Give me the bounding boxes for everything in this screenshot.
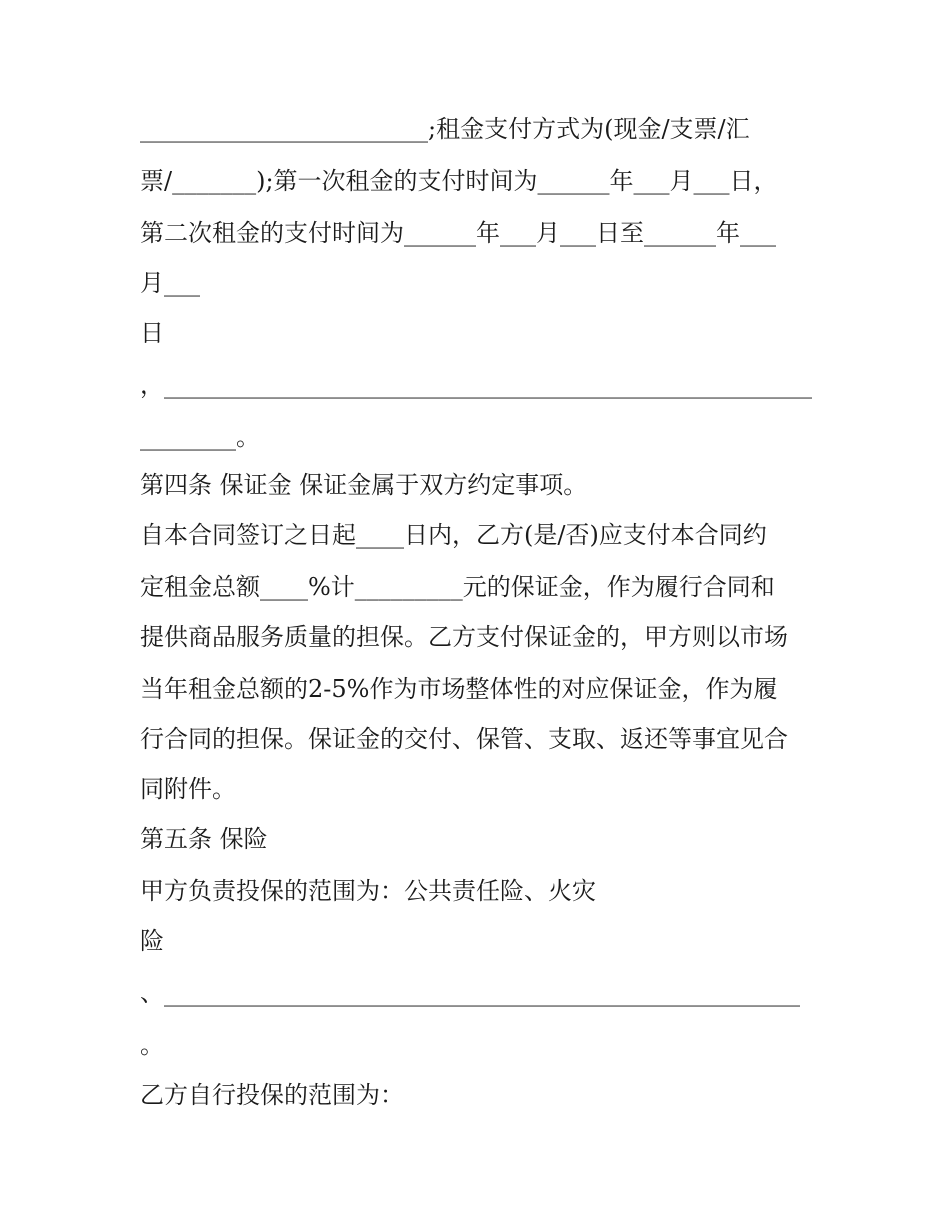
text-line: 甲方负责投保的范围为：公共责任险、火灾	[140, 877, 596, 905]
text-line: 险	[140, 927, 164, 955]
text-line: 自本合同签订之日起____日内，乙方(是/否)应支付本合同约	[140, 521, 767, 549]
section-heading: 第四条 保证金 保证金属于双方约定事项。	[140, 471, 588, 499]
text-line: ，______________________________________________________	[140, 371, 812, 399]
text-line: 行合同的担保。保证金的交付、保管、支取、返还等事宜见合	[140, 725, 788, 753]
text-line: 乙方自行投保的范围为：	[140, 1081, 404, 1109]
text-line: 定租金总额____%计_________元的保证金，作为履行合同和	[140, 573, 775, 601]
text-line: 票/_______);第一次租金的支付时间为______年___月___日，	[140, 167, 778, 195]
text-line: 第二次租金的支付时间为______年___月___日至______年___	[140, 219, 776, 247]
section-heading: 第五条 保险	[140, 825, 268, 853]
text-line: 日	[140, 319, 164, 347]
text-line: ________________________;租金支付方式为(现金/支票/汇	[140, 115, 750, 143]
text-line: 。	[140, 1031, 164, 1059]
text-line: ________。	[140, 423, 260, 451]
text-line: 、_____________________________________________________	[140, 979, 800, 1007]
text-line: 月___	[140, 269, 200, 297]
text-line: 同附件。	[140, 775, 236, 803]
text-line: 当年租金总额的2-5%作为市场整体性的对应保证金，作为履	[140, 675, 778, 703]
text-line: 提供商品服务质量的担保。乙方支付保证金的，甲方则以市场	[140, 623, 788, 651]
